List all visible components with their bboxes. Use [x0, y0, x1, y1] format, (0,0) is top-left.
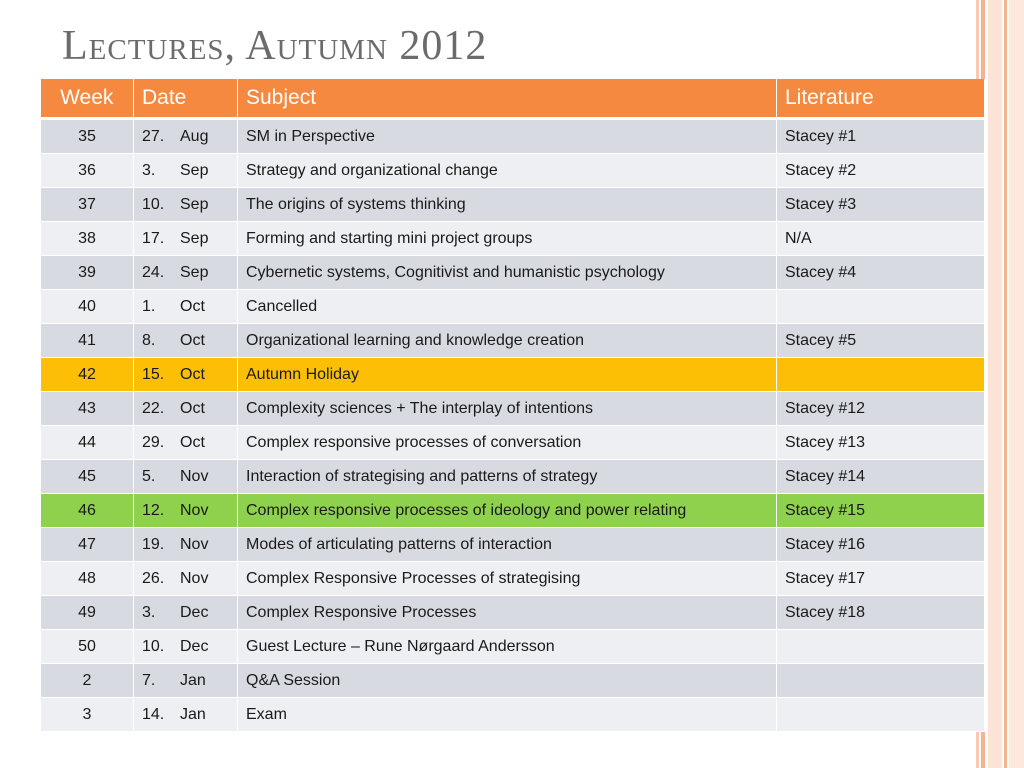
cell-date	[134, 596, 238, 630]
cell-subject: Cybernetic systems, Cognitivist and humanistic psychology	[238, 256, 777, 290]
cell-week: 49	[41, 596, 134, 630]
date-day: 7.	[142, 671, 156, 689]
cell-date	[134, 222, 238, 256]
date-month: Oct	[180, 331, 205, 349]
date-month: Oct	[180, 433, 205, 451]
table-row	[41, 630, 985, 664]
table-row	[41, 392, 985, 426]
table-row	[41, 664, 985, 698]
date-day: 14.	[142, 705, 165, 723]
cell-date	[134, 324, 238, 358]
cell-subject: Modes of articulating patterns of interaction	[238, 528, 777, 562]
date-day: 15.	[142, 365, 165, 383]
date-month: Dec	[180, 603, 209, 621]
cell-subject: Guest Lecture – Rune Nørgaard Andersson	[238, 630, 777, 664]
cell-literature: Stacey #5	[777, 324, 985, 358]
date-month: Nov	[180, 535, 209, 553]
date-day: 10.	[142, 195, 165, 213]
cell-date	[134, 698, 238, 732]
cell-date	[134, 562, 238, 596]
cell-week: 41	[41, 324, 134, 358]
table-row	[41, 222, 985, 256]
table-row	[41, 188, 985, 222]
cell-literature: N/A	[777, 222, 985, 256]
date-day: 5.	[142, 467, 156, 485]
cell-week: 46	[41, 494, 134, 528]
cell-week: 3	[41, 698, 134, 732]
page-title: Lectures, Autumn 2012	[62, 23, 488, 69]
header-subject: Subject	[238, 79, 777, 119]
cell-date	[134, 426, 238, 460]
date-day: 27.	[142, 127, 165, 145]
cell-week: 43	[41, 392, 134, 426]
cell-week: 47	[41, 528, 134, 562]
cell-literature: Stacey #18	[777, 596, 985, 630]
date-month: Oct	[180, 297, 205, 315]
date-day: 12.	[142, 501, 165, 519]
lecture-schedule-table	[40, 79, 985, 732]
table-row	[41, 154, 985, 188]
cell-subject: Exam	[238, 698, 777, 732]
table-row	[41, 426, 985, 460]
header-date: Date	[134, 79, 238, 119]
cell-subject: Complexity sciences + The interplay of intentions	[238, 392, 777, 426]
cell-literature: Stacey #17	[777, 562, 985, 596]
cell-date	[134, 256, 238, 290]
date-day: 17.	[142, 229, 165, 247]
cell-subject: Complex responsive processes of conversation	[238, 426, 777, 460]
cell-subject: The origins of systems thinking	[238, 188, 777, 222]
cell-week: 40	[41, 290, 134, 324]
cell-subject: Autumn Holiday	[238, 358, 777, 392]
date-day: 10.	[142, 637, 165, 655]
date-day: 19.	[142, 535, 165, 553]
date-month: Sep	[180, 263, 209, 281]
cell-literature: Stacey #1	[777, 119, 985, 154]
cell-literature	[777, 698, 985, 732]
cell-week: 39	[41, 256, 134, 290]
date-day: 24.	[142, 263, 165, 281]
date-month: Aug	[180, 127, 209, 145]
cell-literature: Stacey #16	[777, 528, 985, 562]
cell-literature: Stacey #15	[777, 494, 985, 528]
date-month: Nov	[180, 569, 209, 587]
cell-week: 44	[41, 426, 134, 460]
table-row	[41, 324, 985, 358]
date-month: Sep	[180, 195, 209, 213]
date-day: 3.	[142, 603, 156, 621]
cell-week: 42	[41, 358, 134, 392]
date-day: 26.	[142, 569, 165, 587]
date-day: 8.	[142, 331, 156, 349]
cell-subject: Cancelled	[238, 290, 777, 324]
table-row	[41, 358, 985, 392]
cell-subject: Complex Responsive Processes	[238, 596, 777, 630]
header-week: Week	[41, 79, 134, 119]
date-day: 1.	[142, 297, 156, 315]
cell-subject: Forming and starting mini project groups	[238, 222, 777, 256]
cell-date	[134, 664, 238, 698]
cell-date	[134, 494, 238, 528]
cell-date	[134, 528, 238, 562]
cell-week: 36	[41, 154, 134, 188]
table-row	[41, 494, 985, 528]
cell-week: 45	[41, 460, 134, 494]
table-row	[41, 528, 985, 562]
date-month: Nov	[180, 467, 209, 485]
cell-week: 35	[41, 119, 134, 154]
cell-date	[134, 392, 238, 426]
cell-subject: Strategy and organizational change	[238, 154, 777, 188]
table-row	[41, 460, 985, 494]
cell-week: 50	[41, 630, 134, 664]
table-row	[41, 596, 985, 630]
date-month: Dec	[180, 637, 209, 655]
cell-week: 37	[41, 188, 134, 222]
decorative-stripe	[1009, 0, 1024, 768]
cell-week: 48	[41, 562, 134, 596]
cell-date	[134, 630, 238, 664]
cell-literature: Stacey #3	[777, 188, 985, 222]
date-day: 29.	[142, 433, 165, 451]
cell-date	[134, 290, 238, 324]
cell-literature	[777, 290, 985, 324]
date-month: Oct	[180, 365, 205, 383]
cell-subject: SM in Perspective	[238, 119, 777, 154]
cell-subject: Q&A Session	[238, 664, 777, 698]
cell-literature: Stacey #14	[777, 460, 985, 494]
date-month: Sep	[180, 161, 209, 179]
cell-subject: Complex responsive processes of ideology and power relating	[238, 494, 777, 528]
decorative-stripe	[988, 0, 1002, 768]
cell-subject: Complex Responsive Processes of strategising	[238, 562, 777, 596]
cell-week: 2	[41, 664, 134, 698]
date-month: Jan	[180, 671, 206, 689]
header-literature: Literature	[777, 79, 985, 119]
cell-literature	[777, 664, 985, 698]
table-row	[41, 119, 985, 154]
table-row	[41, 698, 985, 732]
date-month: Jan	[180, 705, 206, 723]
cell-literature	[777, 358, 985, 392]
cell-week: 38	[41, 222, 134, 256]
cell-date	[134, 460, 238, 494]
date-day: 3.	[142, 161, 156, 179]
cell-literature: Stacey #13	[777, 426, 985, 460]
date-month: Sep	[180, 229, 209, 247]
cell-literature: Stacey #12	[777, 392, 985, 426]
date-month: Oct	[180, 399, 205, 417]
cell-literature	[777, 630, 985, 664]
table-header-row	[41, 79, 985, 119]
date-month: Nov	[180, 501, 209, 519]
cell-date	[134, 188, 238, 222]
cell-literature: Stacey #2	[777, 154, 985, 188]
decorative-stripe	[1004, 0, 1007, 768]
cell-date	[134, 358, 238, 392]
date-day: 22.	[142, 399, 165, 417]
table-row	[41, 290, 985, 324]
cell-literature: Stacey #4	[777, 256, 985, 290]
cell-subject: Interaction of strategising and patterns of strategy	[238, 460, 777, 494]
cell-subject: Organizational learning and knowledge creation	[238, 324, 777, 358]
cell-date	[134, 119, 238, 154]
table-row	[41, 256, 985, 290]
table-row	[41, 562, 985, 596]
cell-date	[134, 154, 238, 188]
